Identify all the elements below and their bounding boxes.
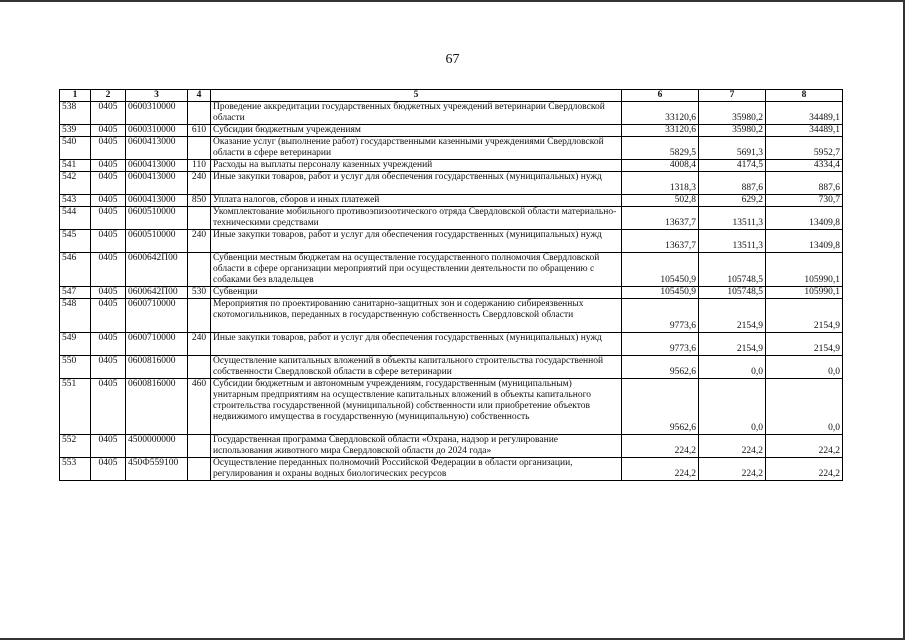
description-cell: Укомплектование мобильного противоэпизоотического отряда Свердловской области материально-техническими средствами [211, 207, 622, 230]
expense-type-cell [188, 458, 211, 481]
target-article-cell: 0600710000 [126, 333, 188, 356]
header-col-1: 1 [60, 90, 91, 102]
row-number-cell: 553 [60, 458, 91, 481]
amount-col-8-cell: 0,0 [766, 356, 843, 379]
amount-col-8-cell: 2154,9 [766, 333, 843, 356]
description-cell: Уплата налогов, сборов и иных платежей [211, 195, 622, 207]
amount-col-7-cell: 0,0 [699, 379, 766, 435]
table-row [60, 458, 843, 481]
expense-type-cell: 240 [188, 172, 211, 195]
page-border-top [0, 0, 905, 2]
header-col-7: 7 [699, 90, 766, 102]
target-article-cell: 0600816000 [126, 379, 188, 435]
row-number-cell: 544 [60, 207, 91, 230]
row-number-cell: 542 [60, 172, 91, 195]
amount-col-8-cell: 4334,4 [766, 160, 843, 172]
description-cell: Иные закупки товаров, работ и услуг для обеспечения государственных (муниципальных) нужд [211, 230, 622, 253]
description-cell: Государственная программа Свердловской области «Охрана, надзор и регулирование использования животного мира Свердловской области до 2024 года» [211, 435, 622, 458]
description-cell: Мероприятия по проектированию санитарно-защитных зон и содержанию сибиреязвенных скотомогильников, переданных в государственную собственность Свердловской области [211, 299, 622, 333]
amount-col-8-cell: 224,2 [766, 458, 843, 481]
expense-type-cell [188, 299, 211, 333]
row-number-cell: 551 [60, 379, 91, 435]
amount-col-7-cell: 0,0 [699, 356, 766, 379]
description-cell: Субсидии бюджетным учреждениям [211, 125, 622, 137]
amount-col-6-cell: 105450,9 [622, 287, 699, 299]
table-body [60, 102, 843, 481]
target-article-cell: 0600413000 [126, 195, 188, 207]
target-article-cell: 0600510000 [126, 207, 188, 230]
description-cell: Осуществление переданных полномочий Российской Федерации в области организации, регулирования и охраны водных биологических ресурсов [211, 458, 622, 481]
amount-col-6-cell: 13637,7 [622, 207, 699, 230]
table-row [60, 435, 843, 458]
amount-col-8-cell: 0,0 [766, 379, 843, 435]
target-article-cell: 0600413000 [126, 160, 188, 172]
row-number-cell: 552 [60, 435, 91, 458]
section-code-cell: 0405 [91, 253, 126, 287]
amount-col-7-cell: 5691,3 [699, 137, 766, 160]
amount-col-8-cell: 730,7 [766, 195, 843, 207]
row-number-cell: 545 [60, 230, 91, 253]
expense-type-cell: 110 [188, 160, 211, 172]
description-cell: Проведение аккредитации государственных бюджетных учреждений ветеринарии Свердловской области [211, 102, 622, 125]
section-code-cell: 0405 [91, 379, 126, 435]
amount-col-7-cell: 35980,2 [699, 102, 766, 125]
section-code-cell: 0405 [91, 125, 126, 137]
amount-col-7-cell: 105748,5 [699, 253, 766, 287]
amount-col-8-cell: 887,6 [766, 172, 843, 195]
table-row [60, 102, 843, 125]
row-number-cell: 546 [60, 253, 91, 287]
table-row [60, 172, 843, 195]
section-code-cell: 0405 [91, 356, 126, 379]
amount-col-8-cell: 105990,1 [766, 253, 843, 287]
description-cell: Субвенции местным бюджетам на осуществление государственного полномочия Свердловской области в сфере организации мероприятий при осуществлении деятельности по обращению с собаками без владельцев [211, 253, 622, 287]
header-col-6: 6 [622, 90, 699, 102]
table-row [60, 333, 843, 356]
section-code-cell: 0405 [91, 333, 126, 356]
amount-col-6-cell: 1318,3 [622, 172, 699, 195]
amount-col-6-cell: 13637,7 [622, 230, 699, 253]
row-number-cell: 548 [60, 299, 91, 333]
expense-type-cell: 610 [188, 125, 211, 137]
row-number-cell: 539 [60, 125, 91, 137]
expense-type-cell: 530 [188, 287, 211, 299]
amount-col-6-cell: 9773,6 [622, 333, 699, 356]
amount-col-7-cell: 13511,3 [699, 207, 766, 230]
target-article-cell: 0600816000 [126, 356, 188, 379]
table-row [60, 207, 843, 230]
table-row [60, 379, 843, 435]
section-code-cell: 0405 [91, 207, 126, 230]
row-number-cell: 547 [60, 287, 91, 299]
description-cell: Субсидии бюджетным и автономным учреждениям, государственным (муниципальным) унитарным предприятиям на осуществление капитальных вложений в объекты капитального строительства государственной (муниципальной) собственности или приобретение объектов недвижимого имущества в государственную (муниципальную) собственность [211, 379, 622, 435]
description-cell: Субвенции [211, 287, 622, 299]
amount-col-7-cell: 35980,2 [699, 125, 766, 137]
expense-type-cell [188, 356, 211, 379]
description-cell: Оказание услуг (выполнение работ) государственными казенными учреждениями Свердловской области в сфере ветеринарии [211, 137, 622, 160]
expense-type-cell [188, 207, 211, 230]
table-row [60, 253, 843, 287]
amount-col-6-cell: 224,2 [622, 458, 699, 481]
description-cell: Осуществление капитальных вложений в объекты капитального строительства государственной собственности Свердловской области в сфере ветеринарии [211, 356, 622, 379]
target-article-cell: 0600310000 [126, 102, 188, 125]
amount-col-6-cell: 105450,9 [622, 253, 699, 287]
target-article-cell: 0600710000 [126, 299, 188, 333]
table-row [60, 160, 843, 172]
amount-col-6-cell: 4008,4 [622, 160, 699, 172]
expense-type-cell: 240 [188, 230, 211, 253]
amount-col-7-cell: 13511,3 [699, 230, 766, 253]
expense-type-cell [188, 102, 211, 125]
amount-col-7-cell: 2154,9 [699, 333, 766, 356]
row-number-cell: 540 [60, 137, 91, 160]
budget-table [59, 89, 843, 481]
row-number-cell: 549 [60, 333, 91, 356]
expense-type-cell [188, 435, 211, 458]
section-code-cell: 0405 [91, 172, 126, 195]
amount-col-7-cell: 629,2 [699, 195, 766, 207]
amount-col-6-cell: 9562,6 [622, 356, 699, 379]
amount-col-6-cell: 9562,6 [622, 379, 699, 435]
target-article-cell: 0600642П00 [126, 287, 188, 299]
amount-col-7-cell: 105748,5 [699, 287, 766, 299]
section-code-cell: 0405 [91, 458, 126, 481]
description-cell: Расходы на выплаты персоналу казенных учреждений [211, 160, 622, 172]
section-code-cell: 0405 [91, 102, 126, 125]
amount-col-7-cell: 2154,9 [699, 299, 766, 333]
header-col-2: 2 [91, 90, 126, 102]
section-code-cell: 0405 [91, 230, 126, 253]
table-row [60, 287, 843, 299]
table-row [60, 137, 843, 160]
section-code-cell: 0405 [91, 160, 126, 172]
target-article-cell: 0600310000 [126, 125, 188, 137]
amount-col-6-cell: 224,2 [622, 435, 699, 458]
expense-type-cell [188, 137, 211, 160]
amount-col-8-cell: 34489,1 [766, 102, 843, 125]
amount-col-6-cell: 33120,6 [622, 102, 699, 125]
amount-col-8-cell: 2154,9 [766, 299, 843, 333]
section-code-cell: 0405 [91, 137, 126, 160]
amount-col-7-cell: 224,2 [699, 458, 766, 481]
row-number-cell: 550 [60, 356, 91, 379]
header-col-8: 8 [766, 90, 843, 102]
expense-type-cell [188, 253, 211, 287]
target-article-cell: 450Ф559100 [126, 458, 188, 481]
table-row [60, 195, 843, 207]
table-row [60, 299, 843, 333]
header-col-5: 5 [211, 90, 622, 102]
description-cell: Иные закупки товаров, работ и услуг для обеспечения государственных (муниципальных) нужд [211, 172, 622, 195]
expense-type-cell: 850 [188, 195, 211, 207]
amount-col-8-cell: 105990,1 [766, 287, 843, 299]
amount-col-7-cell: 887,6 [699, 172, 766, 195]
target-article-cell: 0600413000 [126, 137, 188, 160]
amount-col-8-cell: 224,2 [766, 435, 843, 458]
row-number-cell: 538 [60, 102, 91, 125]
amount-col-6-cell: 502,8 [622, 195, 699, 207]
target-article-cell: 0600642П00 [126, 253, 188, 287]
section-code-cell: 0405 [91, 299, 126, 333]
amount-col-6-cell: 5829,5 [622, 137, 699, 160]
amount-col-8-cell: 13409,8 [766, 207, 843, 230]
page-number: 67 [445, 52, 460, 67]
amount-col-6-cell: 33120,6 [622, 125, 699, 137]
expense-type-cell: 240 [188, 333, 211, 356]
table-header-row [60, 90, 843, 102]
header-col-3: 3 [126, 90, 188, 102]
target-article-cell: 4500000000 [126, 435, 188, 458]
section-code-cell: 0405 [91, 287, 126, 299]
table-row [60, 356, 843, 379]
section-code-cell: 0405 [91, 195, 126, 207]
description-cell: Иные закупки товаров, работ и услуг для обеспечения государственных (муниципальных) нужд [211, 333, 622, 356]
row-number-cell: 541 [60, 160, 91, 172]
header-col-4: 4 [188, 90, 211, 102]
section-code-cell: 0405 [91, 435, 126, 458]
amount-col-7-cell: 224,2 [699, 435, 766, 458]
target-article-cell: 0600413000 [126, 172, 188, 195]
amount-col-8-cell: 5952,7 [766, 137, 843, 160]
expense-type-cell: 460 [188, 379, 211, 435]
target-article-cell: 0600510000 [126, 230, 188, 253]
amount-col-7-cell: 4174,5 [699, 160, 766, 172]
amount-col-6-cell: 9773,6 [622, 299, 699, 333]
table-row [60, 125, 843, 137]
table-row [60, 230, 843, 253]
amount-col-8-cell: 34489,1 [766, 125, 843, 137]
row-number-cell: 543 [60, 195, 91, 207]
amount-col-8-cell: 13409,8 [766, 230, 843, 253]
